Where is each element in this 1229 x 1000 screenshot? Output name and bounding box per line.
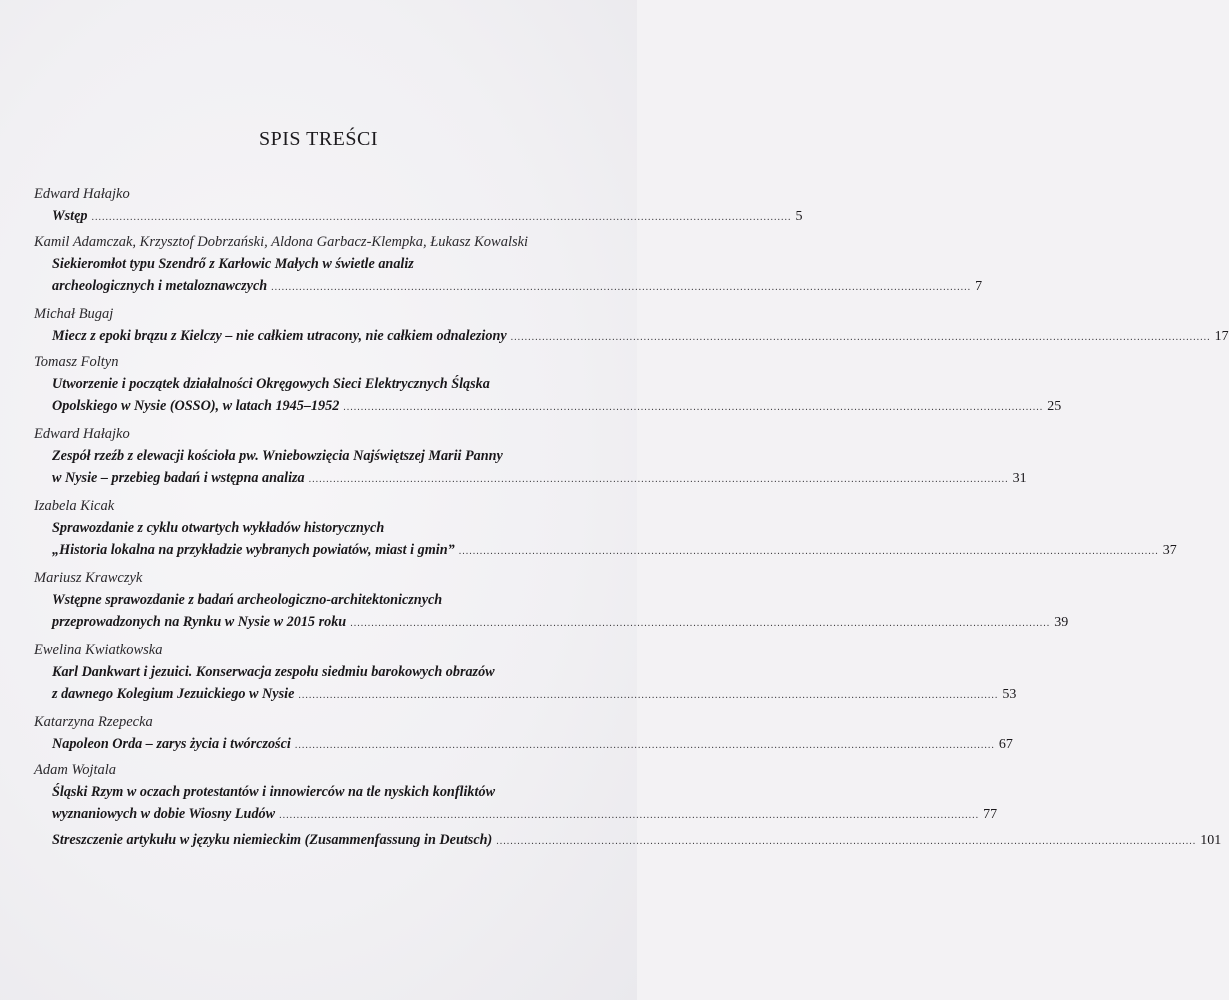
toc-title-line: Sprawozdanie z cyklu otwartych wykładów historycznych [52, 520, 385, 536]
toc-title-line: Miecz z epoki brązu z Kielczy – nie całkiem utracony, nie całkiem odnaleziony [52, 328, 507, 344]
toc-title [52, 829, 1222, 851]
toc-title-line: Zespół rzeźb z elewacji kościoła pw. Wniebowzięcia Najświętszej Marii Panny [52, 448, 503, 464]
dot-leader: ........................................................................................................................................................................................................ [308, 474, 1009, 485]
toc-author: Edward Hałajko [34, 186, 130, 202]
toc-title [52, 373, 1062, 417]
toc-author: Adam Wojtala [34, 762, 117, 778]
toc-title-line: Wstęp [52, 208, 88, 224]
toc-page-number: 39 [1054, 615, 1069, 630]
dot-leader: ........................................................................................................................................................................................................ [458, 546, 1159, 557]
toc-title [52, 445, 1027, 489]
toc-entry [34, 231, 983, 303]
toc-author: Mariusz Krawczyk [34, 570, 143, 586]
dot-leader: ........................................................................................................................................................................................................ [496, 836, 1197, 847]
toc-entry [34, 711, 1013, 759]
toc-title-line: Karl Dankwart i jezuici. Konserwacja zespołu siedmiu barokowych obrazów [52, 664, 495, 680]
toc-title-line: Opolskiego w Nysie (OSSO), w latach 1945–1952 [52, 398, 340, 414]
toc-title-line: Streszczenie artykułu w języku niemieckim (Zusammenfassung in Deutsch) [52, 832, 493, 848]
toc-entry [34, 567, 1069, 639]
toc-author: Edward Hałajko [34, 426, 130, 442]
dot-leader: ........................................................................................................................................................................................................ [279, 810, 980, 821]
table-of-contents [34, 183, 1229, 855]
dot-leader: ........................................................................................................................................................................................................ [91, 212, 792, 223]
dot-leader: ........................................................................................................................................................................................................ [271, 282, 972, 293]
toc-entry [34, 639, 1017, 711]
toc-entry [34, 303, 1229, 351]
toc-title [52, 253, 983, 297]
toc-title-last-line [52, 275, 983, 297]
toc-title-last-line [52, 611, 1069, 633]
toc-entry [34, 759, 998, 829]
toc-title-last-line [52, 683, 1017, 705]
toc-page-number: 53 [1002, 687, 1017, 702]
toc-author: Kamil Adamczak, Krzysztof Dobrzański, Aldona Garbacz-Klempka, Łukasz Kowalski [34, 234, 529, 250]
toc-page-number: 67 [998, 737, 1013, 752]
toc-title-last-line [52, 829, 1222, 851]
toc-author: Ewelina Kwiatkowska [34, 642, 163, 658]
dot-leader: ........................................................................................................................................................................................................ [510, 332, 1211, 343]
toc-author: Michał Bugaj [34, 306, 114, 322]
toc-title-line: Utworzenie i początek działalności Okręgowych Sieci Elektrycznych Śląska [52, 376, 490, 392]
toc-title-line: Wstępne sprawozdanie z badań archeologiczno-architektonicznych [52, 592, 443, 608]
toc-author: Katarzyna Rzepecka [34, 714, 153, 730]
toc-page-number: 17 [1214, 329, 1229, 344]
toc-title-line: w Nysie – przebieg badań i wstępna analiza [52, 470, 305, 486]
toc-title-last-line [52, 325, 1229, 347]
toc-title-line: przeprowadzonych na Rynku w Nysie w 2015 roku [52, 614, 347, 630]
toc-title [52, 325, 1229, 347]
toc-title-line: wyznaniowych w dobie Wiosny Ludów [52, 806, 276, 822]
toc-title [52, 589, 1069, 633]
toc-author: Tomasz Foltyn [34, 354, 119, 370]
dot-leader: ........................................................................................................................................................................................................ [343, 402, 1044, 413]
toc-page-number: 31 [1012, 471, 1027, 486]
toc-title-last-line [52, 733, 1013, 755]
toc-page-number: 101 [1200, 833, 1222, 848]
toc-page-number: 7 [975, 279, 983, 294]
toc-page-number: 25 [1047, 399, 1062, 414]
toc-title-last-line [52, 395, 1062, 417]
toc-title-line: Śląski Rzym w oczach protestantów i innowierców na tle nyskich konfliktów [52, 784, 496, 800]
toc-entry [34, 183, 803, 231]
toc-title [52, 661, 1017, 705]
toc-title-line: Siekieromłot typu Szendrő z Karłowic Małych w świetle analiz [52, 256, 414, 272]
page-title: SPIS TREŚCI [258, 128, 379, 150]
toc-title-last-line [52, 205, 803, 227]
toc-title-line: „Historia lokalna na przykładzie wybranych powiatów, miast i gmin” [52, 542, 455, 558]
toc-entry [34, 495, 1177, 567]
toc-title-last-line [52, 539, 1177, 561]
toc-title-last-line [52, 803, 998, 825]
toc-page-number: 77 [983, 807, 998, 822]
dot-leader: ........................................................................................................................................................................................................ [294, 740, 995, 751]
toc-title-line: archeologicznych i metaloznawczych [52, 278, 268, 294]
toc-title [52, 205, 803, 227]
dot-leader: ........................................................................................................................................................................................................ [298, 690, 999, 701]
toc-entry [34, 351, 1062, 423]
toc-author: Izabela Kicak [34, 498, 115, 514]
toc-title-line: z dawnego Kolegium Jezuickiego w Nysie [52, 686, 295, 702]
toc-page-number: 5 [795, 209, 803, 224]
toc-title-line: Napoleon Orda – zarys życia i twórczości [52, 736, 291, 752]
toc-title [52, 733, 1013, 755]
toc-title-last-line [52, 467, 1027, 489]
toc-entry [34, 423, 1027, 495]
dot-leader: ........................................................................................................................................................................................................ [350, 618, 1051, 629]
toc-title [52, 781, 998, 825]
toc-title [52, 517, 1177, 561]
toc-entry [34, 829, 1222, 855]
toc-page-number: 37 [1162, 543, 1177, 558]
